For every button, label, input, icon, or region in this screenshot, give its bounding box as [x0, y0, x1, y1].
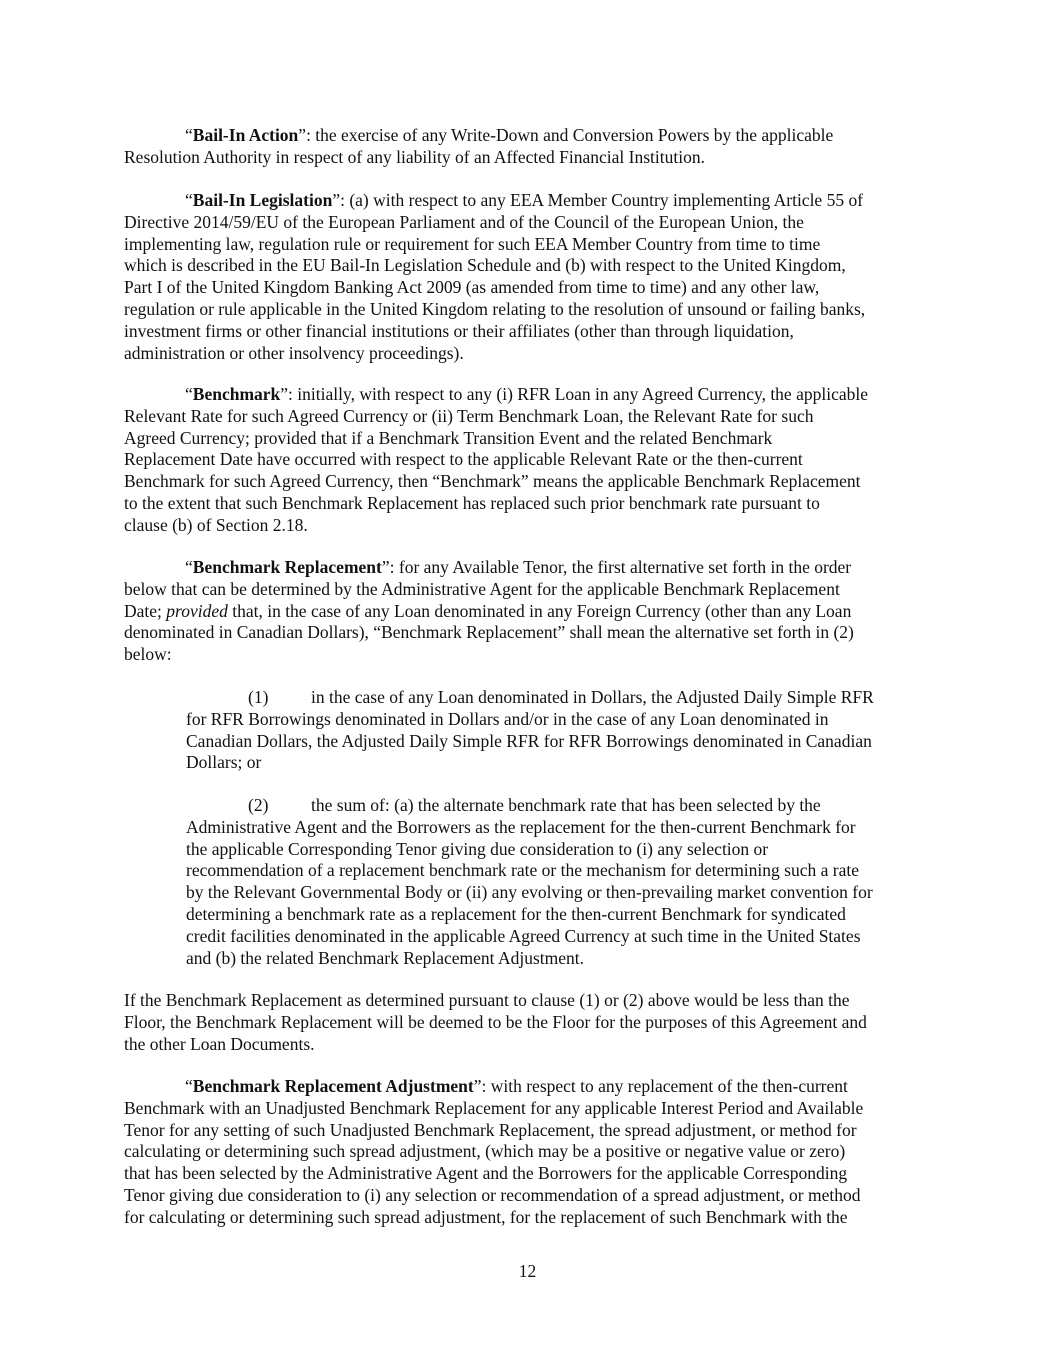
definition-line: that has been selected by the Administrative Agent and the Borrowers for the applicable Corresponding	[124, 1163, 848, 1184]
defined-term: Benchmark Replacement Adjustment	[192, 1076, 474, 1096]
definition-line: Tenor for any setting of such Unadjusted Benchmark Replacement, the spread adjustment, or method for	[124, 1119, 857, 1140]
definition-line: “Bail-In Legislation”: (a) with respect to any EEA Member Country implementing Article 55 of	[185, 190, 864, 210]
clause-2	[186, 795, 873, 969]
clause-line: (2) the sum of: (a) the alternate benchmark rate that has been selected by the	[248, 795, 821, 815]
clause-1	[186, 687, 874, 774]
definition-line: for calculating or determining such spread adjustment, for the replacement of such Benchmark with the	[124, 1206, 848, 1227]
definition-line: to the extent that such Benchmark Replacement has replaced such prior benchmark rate pursuant to	[124, 492, 820, 513]
definition-line: “Benchmark Replacement”: for any Available Tenor, the first alternative set forth in the order	[185, 557, 852, 577]
clause-line: Dollars; or	[186, 752, 262, 773]
defined-term: Bail-In Legislation	[192, 190, 333, 210]
floor-note-line: Floor, the Benchmark Replacement will be deemed to be the Floor for the purposes of this Agreement and	[124, 1011, 867, 1032]
definition-line: Relevant Rate for such Agreed Currency or (ii) Term Benchmark Loan, the Relevant Rate for such	[124, 405, 814, 426]
clause-line: Administrative Agent and the Borrowers as the replacement for the then-current Benchmark for	[186, 816, 856, 837]
clause-line: recommendation of a replacement benchmark rate or the mechanism for determining such a rate	[186, 860, 859, 881]
defined-term: Bail-In Action	[192, 125, 299, 145]
definition-bail-in-action	[124, 125, 833, 169]
definition-line: Resolution Authority in respect of any liability of an Affected Financial Institution.	[124, 146, 705, 167]
clause-number: (2)	[248, 795, 269, 815]
definition-line: below that can be determined by the Administrative Agent for the applicable Benchmark Replacement	[124, 578, 840, 599]
definition-benchmark-replacement	[124, 557, 854, 666]
floor-note-line: the other Loan Documents.	[124, 1033, 315, 1054]
definition-line: “Benchmark Replacement Adjustment”: with respect to any replacement of the then-current	[185, 1076, 848, 1096]
defined-term: Benchmark Replacement	[192, 557, 382, 577]
definition-line: below:	[124, 644, 172, 665]
definition-line: Replacement Date have occurred with respect to the applicable Relevant Rate or the then-current	[124, 449, 803, 470]
definition-line: Tenor giving due consideration to (i) any selection or recommendation of a spread adjustment, or method	[124, 1184, 861, 1205]
clause-line: Canadian Dollars, the Adjusted Daily Simple RFR for RFR Borrowings denominated in Canadian	[186, 730, 872, 751]
clause-line: for RFR Borrowings denominated in Dollars and/or in the case of any Loan denominated in	[186, 708, 829, 729]
clause-line: (1) in the case of any Loan denominated in Dollars, the Adjusted Daily Simple RFR	[248, 687, 874, 707]
clause-line: the applicable Corresponding Tenor giving due consideration to (i) any selection or	[186, 838, 769, 859]
clause-line: credit facilities denominated in the applicable Agreed Currency at such time in the United States	[186, 925, 861, 946]
clause-line: and (b) the related Benchmark Replacement Adjustment.	[186, 947, 584, 968]
defined-term: Benchmark	[192, 384, 281, 404]
definition-line: Benchmark for such Agreed Currency, then “Benchmark” means the applicable Benchmark Replacement	[124, 471, 861, 492]
definition-bail-in-legislation	[124, 190, 865, 364]
definition-benchmark-replacement-adjustment	[124, 1076, 863, 1229]
definition-line: Directive 2014/59/EU of the European Parliament and of the Council of the European Union, the	[124, 211, 804, 232]
clause-line: determining a benchmark rate as a replacement for the then-current Benchmark for syndicated	[186, 903, 846, 924]
definition-line: implementing law, regulation rule or requirement for such EEA Member Country from time to time	[124, 233, 821, 254]
definition-benchmark	[124, 384, 868, 537]
definition-line: administration or other insolvency proceedings).	[124, 342, 464, 363]
definition-line: Agreed Currency; provided that if a Benchmark Transition Event and the related Benchmark	[124, 427, 773, 448]
definition-line: investment firms or other financial institutions or their affiliates (other than through liquidation,	[124, 320, 794, 341]
floor-note	[124, 990, 867, 1055]
definition-line: Part I of the United Kingdom Banking Act 2009 (as amended from time to time) and any other law,	[124, 277, 820, 298]
definition-line: which is described in the EU Bail-In Legislation Schedule and (b) with respect to the United Kingdom,	[124, 255, 846, 276]
definition-line: denominated in Canadian Dollars), “Benchmark Replacement” shall mean the alternative set forth in (2)	[124, 622, 854, 643]
definition-line: “Bail-In Action”: the exercise of any Write-Down and Conversion Powers by the applicable	[185, 125, 834, 145]
page-number: 12	[518, 1261, 537, 1281]
definition-line: Date; provided that, in the case of any Loan denominated in any Foreign Currency (other than any Loan	[124, 600, 852, 621]
clause-number: (1)	[248, 687, 269, 707]
clause-line: by the Relevant Governmental Body or (ii) any evolving or then-prevailing market convention for	[186, 882, 873, 903]
definition-line: regulation or rule applicable in the United Kingdom relating to the resolution of unsound or failing banks,	[124, 298, 866, 319]
floor-note-line: If the Benchmark Replacement as determined pursuant to clause (1) or (2) above would be less than the	[124, 990, 850, 1010]
definition-line: Benchmark with an Unadjusted Benchmark Replacement for any applicable Interest Period and Available	[124, 1097, 864, 1118]
definition-line: calculating or determining such spread adjustment, (which may be a positive or negative value or zero)	[124, 1141, 846, 1162]
definition-line: clause (b) of Section 2.18.	[124, 514, 308, 535]
definition-line: “Benchmark”: initially, with respect to any (i) RFR Loan in any Agreed Currency, the applicable	[185, 384, 868, 404]
